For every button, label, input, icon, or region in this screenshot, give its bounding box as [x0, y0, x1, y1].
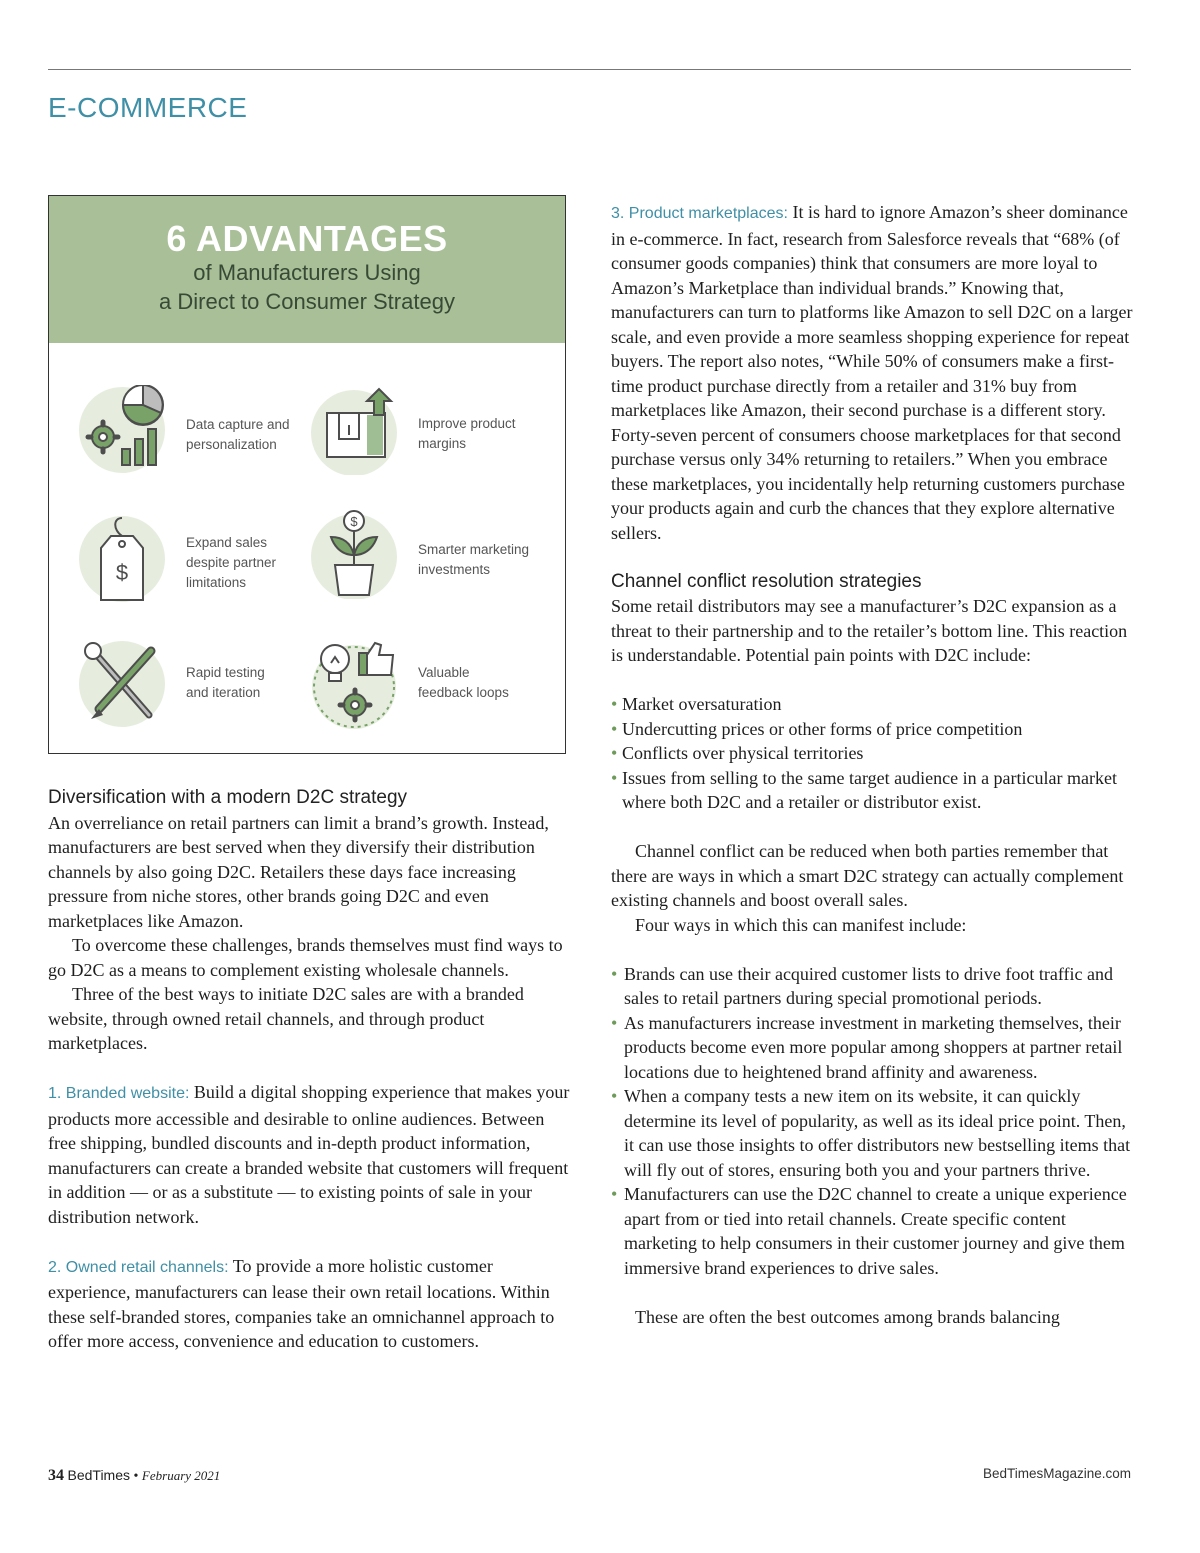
product-marketplaces-text: It is hard to ignore Amazon’s sheer dominance in e-commerce. In fact, research from Salesforce reveals that “68% (of consumer goods companies) think that consumers are more loyal to Amazon’s Marketplace than individual brands.” Knowing that, manufacturers can turn to platforms like Amazon to sell D2C on a larger scale, and even provide a more seamless shopping experience for repeat buyers. The report also notes, “While 50% of consumers make a first-time product purchase directly from a retailer and 31% buy from marketplaces like Amazon, their second purchase is a different story. Forty-seven percent of consumers choose marketplaces for that second purchase versus only 34% returning to retailers.” When you embrace these marketplaces, you incidentally help returning customers purchase your products again and curb the chances that they explore alternative sellers. — [611, 202, 1133, 543]
data-chart-gear-icon — [77, 385, 167, 475]
owned-retail-paragraph — [48, 1254, 570, 1354]
list-item: • Undercutting prices or other forms of price competition — [611, 717, 1133, 742]
owned-retail-text: To provide a more holistic customer experience, manufacturers can lease their own retail locations. Within these self-branded stores, companies take an omnichannel approach to offer more access, convenience and education to customers. — [48, 1255, 555, 1351]
product-marketplaces-paragraph — [611, 200, 1133, 545]
pain-points-list — [611, 692, 1133, 815]
left-para-2: To overcome these challenges, brands themselves must find ways to go D2C as a means to complement existing wholesale channels. — [48, 935, 563, 980]
infographic-header — [49, 196, 565, 343]
product-marketplaces-lead: 3. Product marketplaces: — [611, 205, 788, 222]
right-heading: Channel conflict resolution strategies — [611, 570, 922, 592]
ways-list — [611, 962, 1133, 1281]
list-item: • Manufacturers can use the D2C channel to create a unique experience apart from or tied into retail channels. Create specific content marketing to help consumers in their customer journey and give them immersive brand experiences to drive sales. — [611, 1182, 1133, 1280]
four-ways-paragraph: Four ways in which this can manifest include: — [635, 914, 967, 935]
infographic-item-label-3: Expand sales despite partner limitations — [186, 535, 277, 590]
infographic-subtitle-line2: a Direct to Consumer Strategy — [159, 289, 455, 314]
header-rule — [48, 69, 1131, 70]
branded-website-paragraph — [48, 1080, 570, 1229]
svg-text:$: $ — [350, 514, 358, 529]
left-para-1: An overreliance on retail partners can limit a brand’s growth. Instead, manufacturers are best served when they diversify their distribution channels by also going D2C. Retailers these days face increasing pressure from niche stores, other brands going D2C and even marketplaces like Amazon. — [48, 812, 549, 931]
box-arrow-up-icon — [309, 385, 399, 475]
page-number: 34 — [48, 1467, 64, 1484]
footer-brand: BedTimes — [67, 1467, 131, 1483]
branded-website-text: Build a digital shopping experience that makes your products more accessible and desirable to online audiences. Between free shipping, bundled discounts and in-depth product information, manufacturers can create a branded website that customers will frequent in addition — or as a substitute — to existing points of sale in your distribution network. — [48, 1082, 570, 1227]
footer-left — [48, 1467, 220, 1485]
price-tag-icon — [77, 514, 167, 604]
right-column — [611, 200, 1133, 1329]
infographic-item-label-5: Rapid testing and iteration — [186, 665, 265, 700]
section-title: E-COMMERCE — [48, 92, 248, 123]
infographic-item-label-4: Smarter marketing investments — [418, 542, 530, 577]
infographic-box — [48, 195, 566, 754]
footer-website: BedTimesMagazine.com — [982, 1466, 1131, 1481]
list-item: • Market oversaturation — [611, 692, 1133, 717]
infographic-title: 6 ADVANTAGES — [166, 218, 448, 259]
left-column — [48, 786, 570, 1354]
list-item: • When a company tests a new item on its website, it can quickly determine its level of popularity, as well as its ideal price point. Then, it can use those insights to offer distributors new bestselling items that will fly out of stores, ensuring both you and your partners thrive. — [611, 1084, 1133, 1182]
tools-icon — [77, 639, 167, 729]
branded-website-lead: 1. Branded website: — [48, 1085, 190, 1102]
list-item: • As manufacturers increase investment in marketing themselves, their products become even more popular among shoppers at partner retail locations due to heightened brand affinity and awareness. — [611, 1011, 1133, 1085]
money-plant-icon — [309, 509, 399, 599]
list-item: • Brands can use their acquired customer lists to drive foot traffic and sales to retail partners during special promotional periods. — [611, 962, 1133, 1011]
conflict-paragraph: Channel conflict can be reduced when both parties remember that there are ways in which a smart D2C strategy can actually complement existing channels and boost overall sales. — [611, 841, 1124, 910]
infographic-item-label-2: Improve product margins — [418, 416, 516, 451]
owned-retail-lead: 2. Owned retail channels: — [48, 1258, 229, 1276]
infographic-subtitle-line1: of Manufacturers Using — [193, 260, 421, 285]
list-item: • Conflicts over physical territories — [611, 741, 1133, 766]
svg-text:$: $ — [115, 560, 129, 585]
footer-separator: • — [133, 1469, 139, 1484]
footer-date: February 2021 — [141, 1468, 221, 1483]
infographic-item-label-1: Data capture and personalization — [186, 417, 290, 452]
left-heading: Diversification with a modern D2C strategy — [48, 787, 408, 808]
left-para-3: Three of the best ways to initiate D2C sales are with a branded website, through owned retail channels, and through product marketplaces. — [48, 984, 524, 1053]
lightbulb-thumbsup-icon — [309, 639, 399, 729]
right-intro: Some retail distributors may see a manufacturer’s D2C expansion as a threat to their partnership and to the retailer’s bottom line. This reaction is understandable. Potential pain points with D2C include: — [611, 596, 1128, 665]
list-item: • Issues from selling to the same target audience in a particular market where both D2C and a retailer or distributor exist. — [611, 766, 1133, 815]
closing-paragraph: These are often the best outcomes among brands balancing — [635, 1306, 1060, 1327]
infographic-item-label-6: Valuable feedback loops — [418, 665, 509, 700]
